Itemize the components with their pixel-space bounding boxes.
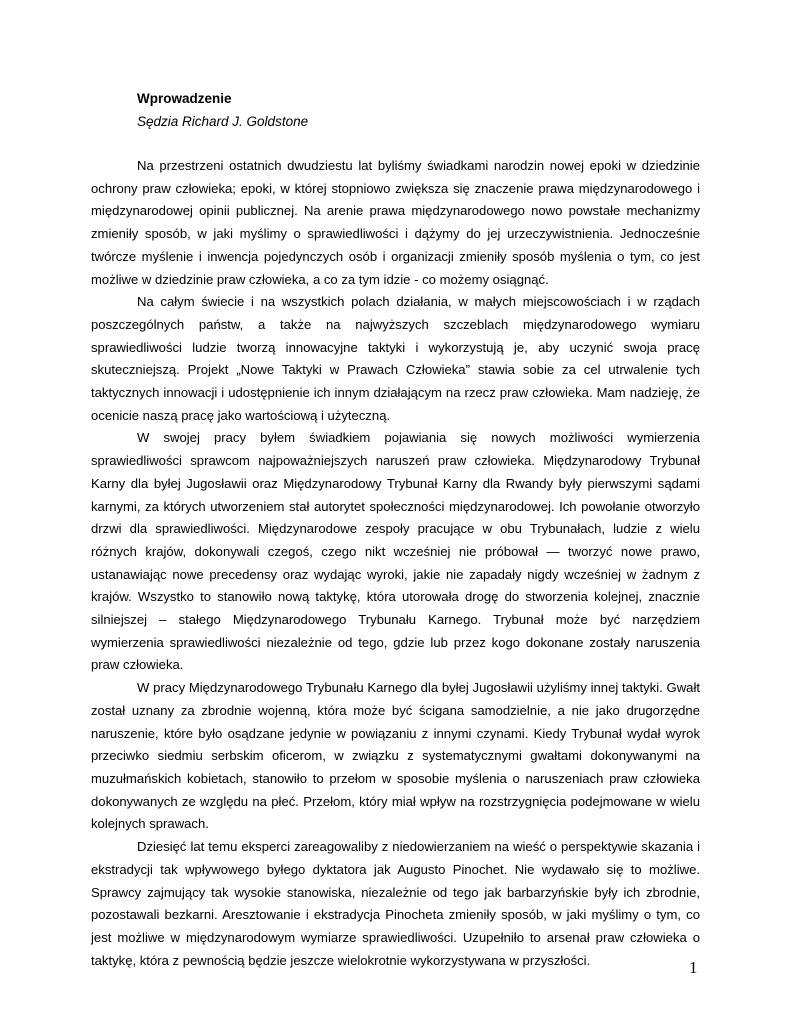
body-text: [91, 155, 700, 972]
paragraph: W swojej pracy byłem świadkiem pojawiania się nowych możliwości wymierzenia sprawiedliwości sprawcom najpoważniejszych naruszeń praw człowieka. Międzynarodowy Trybunał Karny dla byłej Jugosławii oraz Międzynarodowy Trybunał Karny dla Rwandy były pierwszymi sądami karnymi, za których utworzeniem stał autorytet społeczności międzynarodowej. Ich powołanie otworzyło drzwi dla sprawiedliwości. Międzynarodowe zespoły pracujące w obu Trybunałach, ludzie z wielu różnych krajów, dokonywali czegoś, czego nikt wcześniej nie próbował — tworzyć nowe prawo, ustanawiając nowe precedensy oraz wydając wyroki, jakie nie zapadały nigdy wcześniej w żadnym z krajów. Wszystko to stanowiło nową taktykę, która utorowała drogę do stworzenia kolejnej, znacznie silniejszej – stałego Międzynarodowego Trybunału Karnego. Trybunał może być narzędziem wymierzenia sprawiedliwości niezależnie od tego, gdzie lub przez kogo dokonane zostały naruszenia praw człowieka.: [91, 430, 700, 673]
author-line: Sędzia Richard J. Goldstone: [137, 114, 309, 129]
paragraph: W pracy Międzynarodowego Trybunału Karnego dla byłej Jugosławii użyliśmy innej taktyki. Gwałt został uznany za zbrodnie wojenną, która może być ścigana samodzielnie, a nie jako drugorzędne naruszenie, które było osądzane jedynie w powiązaniu z innymi czynami. Kiedy Trybunał wydał wyrok przeciwko siedmiu serbskim oficerom, w związku z systematycznymi gwałtami dokonywanymi na muzułmańskich kobietach, stanowiło to przełom w sposobie myślenia o naruszeniach praw człowieka dokonywanych ze względu na płeć. Przełom, który miał wpływ na rozstrzygnięcia podejmowane w wielu kolejnych sprawach.: [91, 680, 700, 832]
page-number: 1: [689, 958, 698, 977]
paragraph: Dziesięć lat temu eksperci zareagowaliby z niedowierzaniem na wieść o perspektywie skazania i ekstradycji tak wpływowego byłego dyktatora jak Augusto Pinochet. Nie wydawało się to możliwe. Sprawcy zajmujący tak wysokie stanowiska, niezależnie od tego jak barbarzyńskie były ich zbrodnie, pozostawali bezkarni. Aresztowanie i ekstradycja Pinocheta zmieniły sposób, w jaki myślimy o tym, co jest możliwe w międzynarodowym wymiarze sprawiedliwości. Uzupełniło to arsenał praw człowieka o taktykę, która z pewnością będzie jeszcze wielokrotnie wykorzystywana w przyszłości.: [91, 839, 700, 968]
section-heading: Wprowadzenie: [137, 91, 232, 106]
paragraph: Na całym świecie i na wszystkich polach działania, w małych miejscowościach i w rządach poszczególnych państw, a także na najwyższych szczeblach międzynarodowego wymiaru sprawiedliwości ludzie tworzą innowacyjne taktyki i wykorzystują je, aby uczynić swoja pracę skuteczniejszą. Projekt „Nowe Taktyki w Prawach Człowieka” stawia sobie za cel utrwalenie tych taktycznych innowacji i udostępnienie ich innym działającym na rzecz praw człowieka. Mam nadzieję, że ocenicie naszą pracę jako wartościową i użyteczną.: [91, 294, 700, 423]
paragraph: Na przestrzeni ostatnich dwudziestu lat byliśmy świadkami narodzin nowej epoki w dziedzinie ochrony praw człowieka; epoki, w której stopniowo zwiększa się znaczenie prawa międzynarodowego i międzynarodowej opinii publicznej. Na arenie prawa międzynarodowego nowo powstałe mechanizmy zmieniły sposób, w jaki myślimy o sprawiedliwości i dążymy do jej urzeczywistnienia. Jednocześnie twórcze myślenie i inwencja pojedynczych osób i organizacji zmieniły sposób myślenia o tym, co jest możliwe w dziedzinie praw człowieka, a co za tym idzie - co możemy osiągnąć.: [91, 158, 700, 287]
